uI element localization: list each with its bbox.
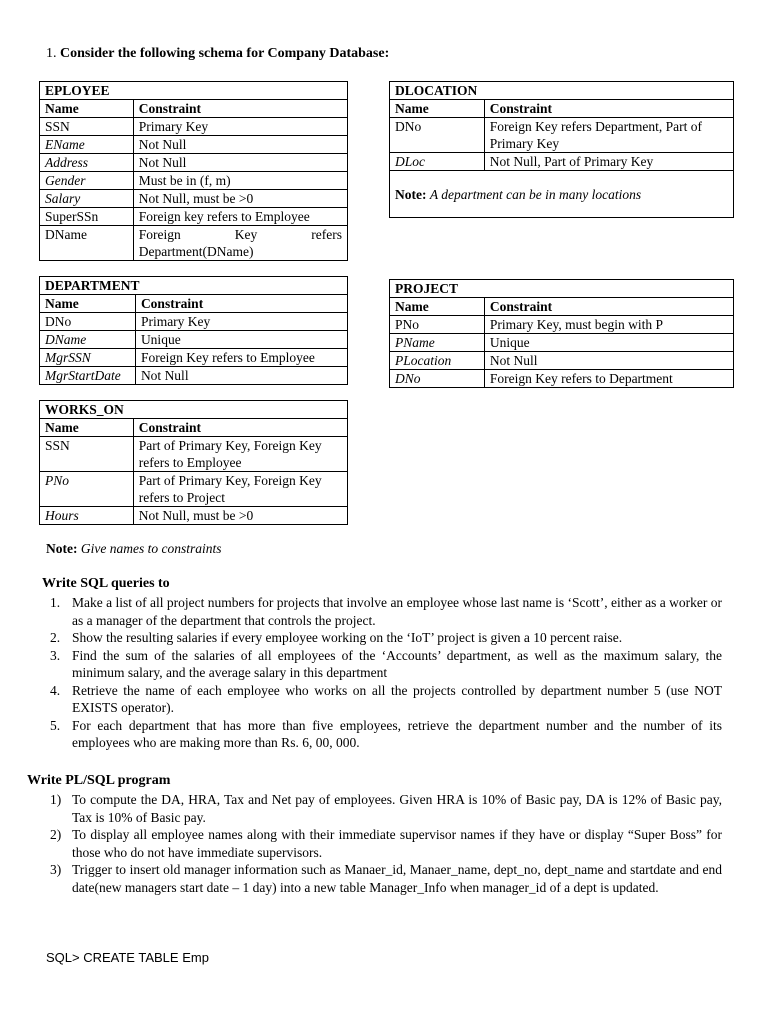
table-row [40, 208, 348, 226]
dlocation-table [389, 81, 734, 218]
department-table-title: DEPARTMENT [40, 277, 348, 295]
field-constraint: Not Null, must be >0 [133, 507, 347, 525]
list-item [44, 791, 722, 826]
field-name: Salary [40, 190, 134, 208]
table-row [390, 370, 734, 388]
field-name: PNo [390, 316, 485, 334]
sql-section-title: Write SQL queries to [42, 576, 170, 591]
works-on-col-constraint: Constraint [133, 419, 347, 437]
table-row [40, 437, 348, 472]
table-row [40, 136, 348, 154]
field-constraint: Not Null [133, 136, 347, 154]
plsql-question-list [44, 791, 722, 896]
works-on-col-name: Name [40, 419, 134, 437]
field-name: DNo [40, 313, 136, 331]
heading-text: Consider the following schema for Company Database: [60, 46, 390, 61]
field-name: PNo [40, 472, 134, 507]
item-text: Retrieve the name of each employee who works on all the projects controlled by department number 5 (use NOT EXISTS operator). [72, 682, 722, 715]
field-constraint: Foreign Key refers to Employee [135, 349, 347, 367]
item-text: Show the resulting salaries if every employee working on the ‘IoT’ project is given a 10 percent raise. [72, 630, 623, 645]
field-name: DNo [390, 370, 485, 388]
field-constraint: Not Null [133, 154, 347, 172]
list-item [44, 826, 722, 861]
field-name: MgrSSN [40, 349, 136, 367]
field-name: EName [40, 136, 134, 154]
dlocation-note-text: A department can be in many locations [429, 186, 642, 202]
field-name: SSN [40, 437, 134, 472]
field-constraint: Must be in (f, m) [133, 172, 347, 190]
dlocation-col-constraint: Constraint [484, 100, 733, 118]
item-number: 2) [50, 827, 62, 842]
table-row [40, 313, 348, 331]
project-table [389, 279, 734, 388]
employee-table-title: EPLOYEE [40, 82, 348, 100]
works-on-table-title: WORKS_ON [40, 401, 348, 419]
employee-table [39, 81, 348, 261]
field-name: PLocation [390, 352, 485, 370]
heading-number: 1. [46, 46, 57, 61]
dlocation-table-title: DLOCATION [390, 82, 734, 100]
table-row [40, 507, 348, 525]
field-name: MgrStartDate [40, 367, 136, 385]
table-row [390, 334, 734, 352]
table-row [40, 472, 348, 507]
field-name: DNo [390, 118, 485, 153]
field-name: DName [40, 226, 134, 261]
table-row [40, 190, 348, 208]
field-name: PName [390, 334, 485, 352]
field-name: SuperSSn [40, 208, 134, 226]
list-item [44, 629, 722, 647]
field-name: Gender [40, 172, 134, 190]
field-name: DLoc [390, 153, 485, 171]
item-number: 2. [50, 630, 61, 645]
item-text: Make a list of all project numbers for projects that involve an employee whose last name is ‘Scott’, either as a worker or as a manager of the department that controls the project. [72, 595, 722, 628]
item-text: For each department that has more than five employees, retrieve the department number and the number of its employees who are making more than Rs. 6, 00, 000. [72, 717, 722, 750]
item-text: Find the sum of the salaries of all employees of the ‘Accounts’ department, as well as the maximum salary, the minimum salary, and the average salary in this department [72, 647, 722, 680]
department-col-name: Name [40, 295, 136, 313]
item-text: To compute the DA, HRA, Tax and Net pay of employees. Given HRA is 10% of Basic pay, DA is 12% of Basic pay, Tax is 10% of Basic pay. [72, 792, 722, 825]
table-row [40, 367, 348, 385]
department-table [39, 276, 348, 385]
table-row [40, 172, 348, 190]
item-number: 4. [50, 682, 61, 698]
item-text: To display all employee names along with their immediate supervisor names if they have or display “Super Boss” for those who do not have immediate supervisors. [72, 827, 722, 860]
field-constraint: Unique [135, 331, 347, 349]
constraint-note-text: Give names to constraints [80, 541, 222, 556]
field-constraint: Foreign key refers to Employee [133, 208, 347, 226]
field-constraint: Part of Primary Key, Foreign Key refers to Project [133, 472, 347, 507]
field-constraint: Primary Key [135, 313, 347, 331]
project-col-name: Name [390, 298, 485, 316]
table-row [390, 153, 734, 171]
table-row [40, 118, 348, 136]
project-col-constraint: Constraint [484, 298, 733, 316]
field-constraint: Not Null, must be >0 [133, 190, 347, 208]
plsql-section-title: Write PL/SQL program [27, 773, 171, 788]
field-constraint: Primary Key, must begin with P [484, 316, 733, 334]
constraint-note [46, 541, 221, 557]
item-text: Trigger to insert old manager information such as Manaer_id, Manaer_name, dept_no, dept_name and startdate and end date(new managers start date – 1 day) into a new table Manager_Info when manager_id of a dept is updated. [72, 862, 722, 895]
employee-col-name: Name [40, 100, 134, 118]
field-constraint: Not Null [484, 352, 733, 370]
table-row [40, 154, 348, 172]
field-constraint: Unique [484, 334, 733, 352]
page-heading [46, 46, 389, 62]
sql-prompt-line: SQL> CREATE TABLE Emp [46, 950, 209, 965]
field-name: Hours [40, 507, 134, 525]
dlocation-note [390, 171, 734, 218]
list-item [44, 717, 722, 752]
item-number: 3. [50, 647, 61, 663]
field-constraint: Foreign Key refers Department(DName) [133, 226, 347, 261]
department-col-constraint: Constraint [135, 295, 347, 313]
field-name: SSN [40, 118, 134, 136]
field-constraint: Foreign Key refers to Department [484, 370, 733, 388]
field-constraint: Not Null [135, 367, 347, 385]
works-on-table [39, 400, 348, 525]
list-item [44, 861, 722, 896]
constraint-note-label: Note: [46, 541, 78, 556]
table-row [40, 331, 348, 349]
sql-question-list [44, 594, 722, 752]
field-name: DName [40, 331, 136, 349]
table-row [40, 226, 348, 261]
project-table-title: PROJECT [390, 280, 734, 298]
table-row [390, 118, 734, 153]
item-number: 1. [50, 595, 61, 610]
list-item [44, 594, 722, 629]
field-constraint: Part of Primary Key, Foreign Key refers to Employee [133, 437, 347, 472]
list-item [44, 647, 722, 682]
employee-col-constraint: Constraint [133, 100, 347, 118]
table-row [390, 352, 734, 370]
list-item [44, 682, 722, 717]
table-row [40, 349, 348, 367]
item-number: 5. [50, 717, 61, 733]
dlocation-col-name: Name [390, 100, 485, 118]
field-constraint: Primary Key [133, 118, 347, 136]
field-constraint: Foreign Key refers Department, Part of Primary Key [484, 118, 733, 153]
item-number: 3) [50, 862, 62, 877]
item-number: 1) [50, 792, 62, 807]
field-constraint: Not Null, Part of Primary Key [484, 153, 733, 171]
dlocation-note-label: Note: [395, 186, 427, 202]
field-name: Address [40, 154, 134, 172]
table-row [390, 316, 734, 334]
